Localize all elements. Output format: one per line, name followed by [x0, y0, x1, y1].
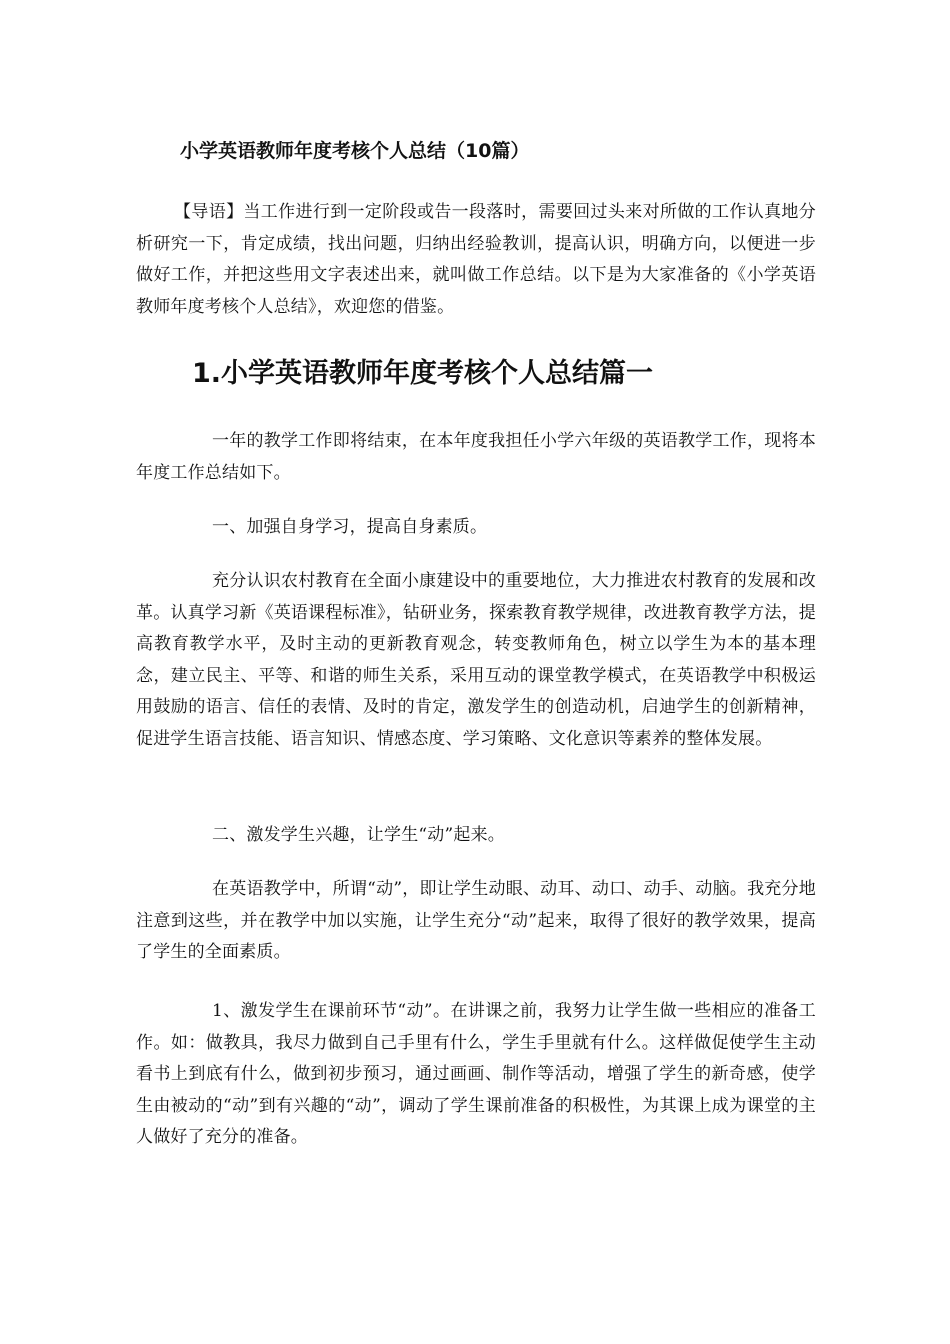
section-heading: 1.小学英语教师年度考核个人总结篇一: [192, 358, 654, 389]
body-paragraph-6: 1、激发学生在课前环节“动”。在讲课之前，我努力让学生做一些相应的准备工作。如：做教具，我尽力做到自己手里有什么，学生手里就有什么。这样做促使学生主动看书上到底有什么，做到初步预习，通过画画、制作等活动，增强了学生的新奇感，使学生由被动的“动”到有兴趣的“动”，调动了学生课前准备的积极性，为其课上成为课堂的主人做好了充分的准备。: [136, 1001, 816, 1147]
body-paragraph-4: 二、激发学生兴趣，让学生“动”起来。: [212, 825, 505, 845]
document-title: 小学英语教师年度考核个人总结（10篇）: [180, 140, 530, 162]
body-paragraph-1: 一年的教学工作即将结束，在本年度我担任小学六年级的英语教学工作，现将本年度工作总结如下。: [136, 431, 816, 483]
body-paragraph-3: 充分认识农村教育在全面小康建设中的重要地位，大力推进农村教育的发展和改革。认真学习新《英语课程标准》，钻研业务，探索教育教学规律，改进教育教学方法，提高教育教学水平，及时主动的更新教育观念，转变教师角色，树立以学生为本的基本理念，建立民主、平等、和谐的师生关系，采用互动的课堂教学模式，在英语教学中积极运用鼓励的语言、信任的表情、及时的肯定，激发学生的创造动机，启迪学生的创新精神，促进学生语言技能、语言知识、情感态度、学习策略、文化意识等素养的整体发展。: [136, 571, 816, 749]
body-paragraph-2: 一、加强自身学习，提高自身素质。: [212, 517, 488, 537]
intro-paragraph: 【导语】当工作进行到一定阶段或告一段落时，需要回过头来对所做的工作认真地分析研究一下，肯定成绩，找出问题，归纳出经验教训，提高认识，明确方向，以便进一步做好工作，并把这些用文字表述出来，就叫做工作总结。以下是为大家准备的《小学英语教师年度考核个人总结》，欢迎您的借鉴。: [136, 202, 816, 317]
body-paragraph-5: 在英语教学中，所谓“动”，即让学生动眼、动耳、动口、动手、动脑。我充分地注意到这些，并在教学中加以实施，让学生充分“动”起来，取得了很好的教学效果，提高了学生的全面素质。: [136, 879, 816, 962]
